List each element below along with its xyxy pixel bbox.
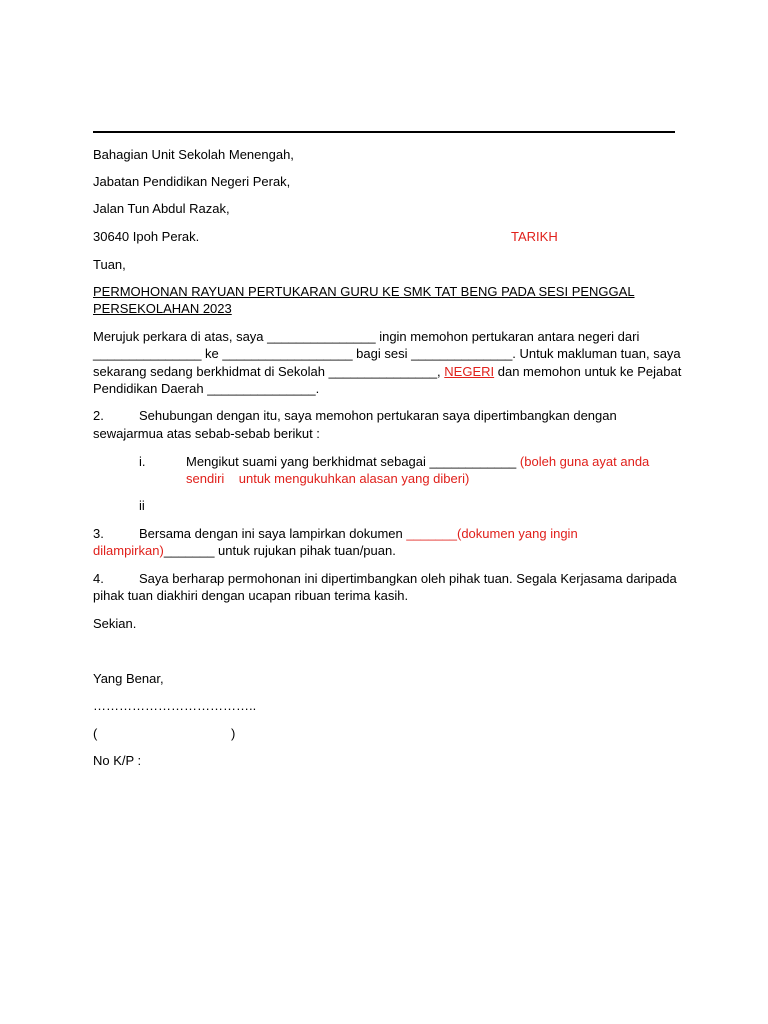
reason-ii-number: ii [139,498,145,513]
address-line-1: Bahagian Unit Sekolah Menengah, [93,147,294,162]
name-paren-open: ( [93,726,98,741]
address-line-4: 30640 Ipoh Perak. [93,229,200,244]
reason-i-hint-2: sendiri untuk mengukuhkan alasan yang diberi) [186,471,470,486]
para3-line-1-a: Bersama dengan ini saya lampirkan dokumen [139,526,407,541]
para1-line-2: _______________ ke __________________ bagi sesi ______________. Untuk makluman tuan, saya [93,346,681,361]
salutation: Tuan, [93,257,126,272]
negeri-placeholder: NEGERI [444,364,495,379]
para2-number: 2. [93,408,104,423]
para3-line-1 [139,525,578,542]
yang-benar: Yang Benar, [93,671,164,686]
reason-i-text: Mengikut suami yang berkhidmat sebagai ____________ [186,454,520,469]
subject-line-2: PERSEKOLAHAN 2023 [93,301,232,316]
reason-i-line-1 [186,453,649,470]
para4-number: 4. [93,571,104,586]
subject-line-1: PERMOHONAN RAYUAN PERTUKARAN GURU KE SMK TAT BENG PADA SESI PENGGAL [93,284,635,299]
para3-hint-2: dilampirkan) [93,543,164,558]
signature-dots: ……………………………….. [93,698,257,713]
para1-line-3 [93,363,681,380]
reason-i-hint-1: (boleh guna ayat anda [519,454,650,469]
address-line-3: Jalan Tun Abdul Razak, [93,201,230,216]
header-rule [93,131,675,133]
date-placeholder: TARIKH [511,229,558,244]
para3-hint-1: _______(dokumen yang ingin [406,526,578,541]
ic-number-label: No K/P : [93,753,142,768]
para1-line-4: Pendidikan Daerah _______________. [93,381,320,396]
para4-line-1: Saya berharap permohonan ini dipertimbangkan oleh pihak tuan. Segala Kerjasama daripada [139,571,677,586]
reason-i-number: i. [139,454,146,469]
para1-line-3-a: sekarang sedang berkhidmat di Sekolah _______________, [93,364,445,379]
name-paren-close: ) [231,726,236,741]
para2-line-1: Sehubungan dengan itu, saya memohon pertukaran saya dipertimbangkan dengan [139,408,617,423]
para3-line-2-b: _______ untuk rujukan pihak tuan/puan. [163,543,396,558]
para4-line-2: pihak tuan diakhiri dengan ucapan ribuan terima kasih. [93,588,409,603]
para3-number: 3. [93,526,104,541]
closing: Sekian. [93,616,137,631]
para2-line-2: sewajarmua atas sebab-sebab berikut : [93,426,320,441]
para1-line-3-b: dan memohon untuk ke Pejabat [494,364,682,379]
para3-line-2 [93,542,396,559]
address-line-2: Jabatan Pendidikan Negeri Perak, [93,174,291,189]
para1-line-1: Merujuk perkara di atas, saya _______________ ingin memohon pertukaran antara negeri dari [93,329,640,344]
